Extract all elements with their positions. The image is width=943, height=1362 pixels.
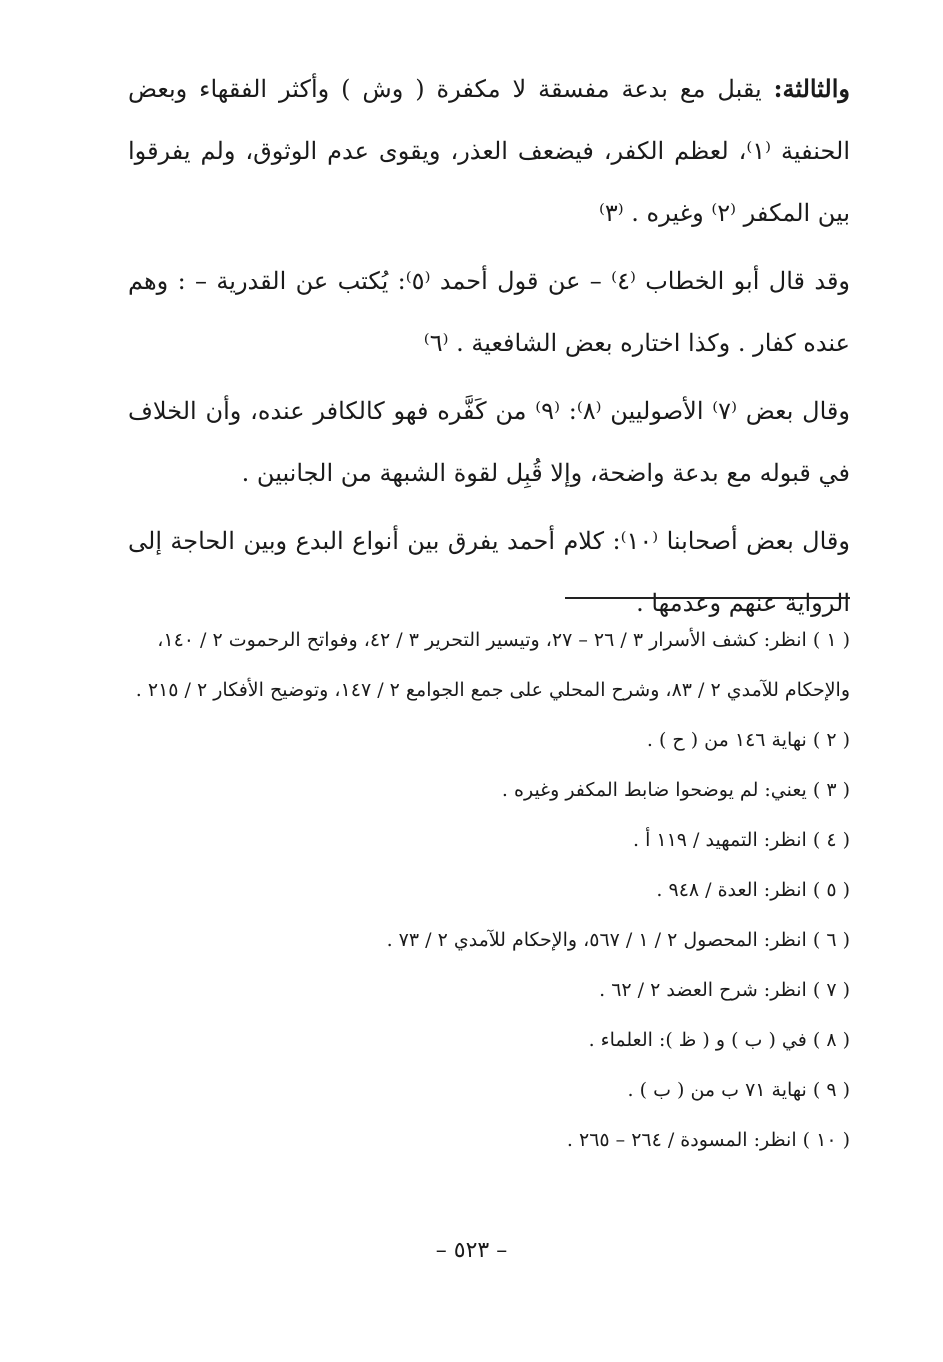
paragraph-1	[128, 58, 850, 244]
paragraph-2	[128, 250, 850, 374]
main-text	[128, 58, 850, 640]
paragraph-text: وقد قال أبو الخطاب ⁽٤⁾ – عن قول أحمد ⁽٥⁾: يُكتب عن القدرية – : وهم عنده كفار . وكذا اختاره بعض الشافعية . ⁽٦⁾	[128, 267, 851, 357]
footnote-10: ( ١٠ ) انظر: المسودة / ٢٦٤ – ٢٦٥ .	[566, 1129, 850, 1151]
footnote-1: ( ١ ) انظر: كشف الأسرار ٣ / ٢٦ – ٢٧، وتيسير التحرير ٣ / ٤٢، وفواتح الرحموت ٢ / ١٤٠، والإحكام للآمدي ٢ / ٨٣، وشرح المحلي على جمع الجوامع ٢ / ١٤٧، وتوضيح الأفكار ٢ / ٢١٥ .	[135, 629, 850, 701]
paragraph-text: وقال بعض أصحابنا ⁽١٠⁾: كلام أحمد يفرق بين أنواع البدع وبين الحاجة إلى الرواية عنهم وعدمها .	[128, 527, 850, 617]
footnote-5: ( ٥ ) انظر: العدة / ٩٤٨ .	[656, 879, 850, 901]
page-number: – ٥٢٣ –	[435, 1238, 508, 1263]
footnote-2: ( ٢ ) نهاية ١٤٦ من ( ح ) .	[646, 729, 850, 751]
paragraph-3	[128, 380, 850, 504]
footnotes	[128, 615, 850, 1165]
paragraph-text: يقبل مع بدعة مفسقة لا مكفرة ( وش ) وأكثر الفقهاء وبعض الحنفية ⁽١⁾، لعظم الكفر، فيضعف العذر، ويقوى عدم الوثوق، ولم يفرقوا بين المكفر ⁽٢⁾ وغيره . ⁽٣⁾	[128, 75, 850, 227]
paragraph-text: وقال بعض ⁽٧⁾ الأصوليين ⁽٨⁾: ⁽٩⁾ من كَفَّره فهو كالكافر عنده، وأن الخلاف في قبوله مع بدعة واضحة، وإلا قُبِل لقوة الشبهة من الجانبين .	[128, 397, 850, 487]
footnote-4: ( ٤ ) انظر: التمهيد / ١١٩ أ .	[632, 829, 850, 851]
footnote-8: ( ٨ ) في ( ب ) و ( ظ ): العلماء .	[588, 1029, 850, 1051]
footnote-3: ( ٣ ) يعني: لم يوضحوا ضابط المكفر وغيره .	[501, 779, 850, 801]
footnote-divider	[565, 597, 850, 599]
footnote-9: ( ٩ ) نهاية ٧١ ب من ( ب ) .	[627, 1079, 850, 1101]
footnote-6: ( ٦ ) انظر: المحصول ٢ / ١ / ٥٦٧، والإحكام للآمدي ٢ / ٧٣ .	[386, 929, 850, 951]
footnote-7: ( ٧ ) انظر: شرح العضد ٢ / ٦٢ .	[599, 979, 850, 1001]
paragraph-lead: والثالثة:	[773, 74, 850, 103]
